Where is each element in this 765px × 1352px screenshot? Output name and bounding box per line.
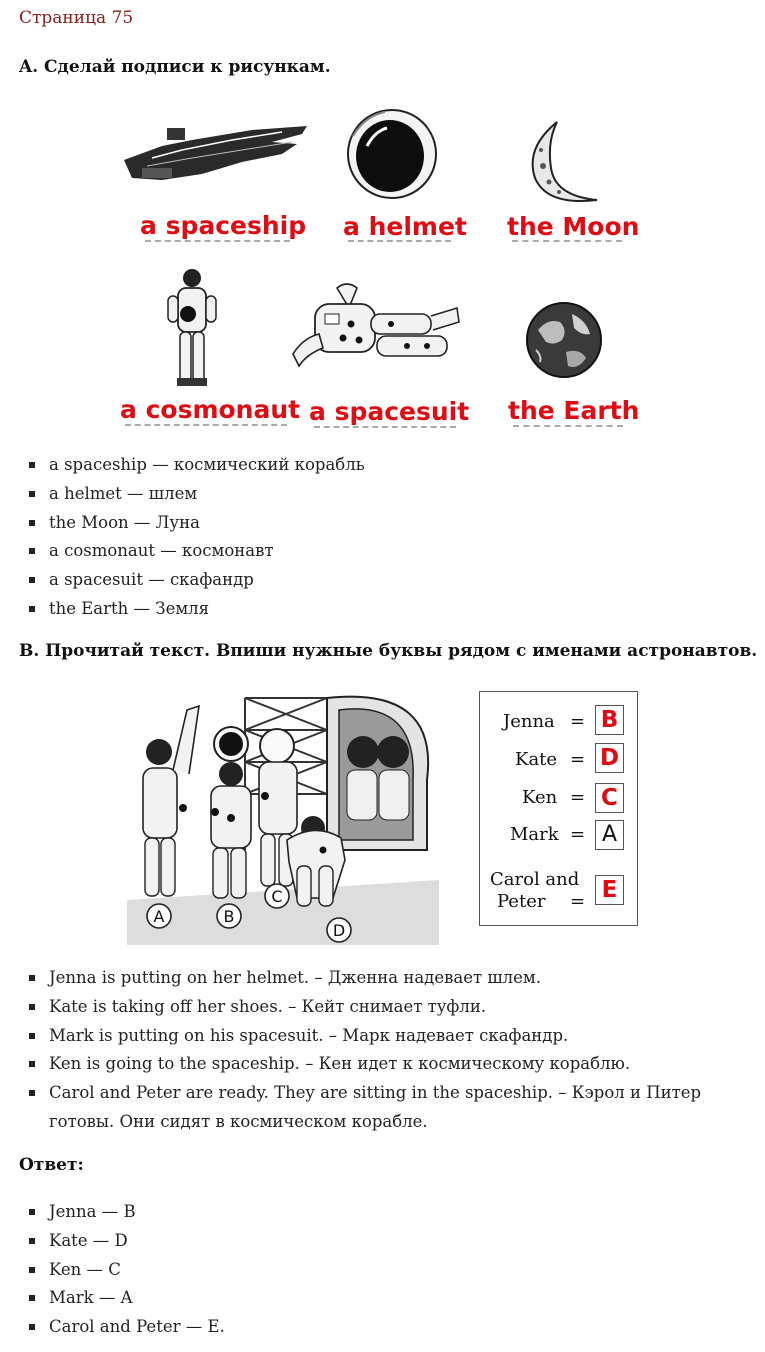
box-equals: = [570, 749, 586, 770]
figure-label-a: A [153, 907, 165, 926]
list-item: the Earth — Земля [19, 595, 749, 624]
list-item: Jenna is putting on her helmet. – Дженна надевает шлем. [19, 964, 749, 993]
helmet-illustration [345, 106, 440, 201]
caption-cosmonaut: a cosmonaut [120, 395, 301, 424]
sentences-list [19, 964, 749, 1137]
box-letter-kate: D [595, 743, 624, 773]
list-item: a cosmonaut — космонавт [19, 537, 749, 566]
list-item: Kate — D [19, 1227, 749, 1256]
list-item: Jenna — B [19, 1198, 749, 1227]
answer-list [19, 1198, 749, 1342]
box-letter-mark: A [595, 820, 624, 850]
box-letter-ken: C [595, 783, 624, 813]
caption-spacesuit: a spacesuit [309, 397, 470, 426]
box-equals: = [570, 711, 586, 732]
section-b-heading: B. Прочитай текст. Впиши нужные буквы рядом с именами астронавтов. [19, 641, 758, 661]
caption-underline [125, 424, 287, 426]
list-item: a helmet — шлем [19, 480, 749, 509]
cosmonaut-illustration [162, 266, 222, 388]
box-equals: = [570, 891, 586, 912]
box-letter-jenna: B [595, 705, 624, 735]
list-item: a spaceship — космический корабль [19, 451, 749, 480]
box-name-mark: Mark [510, 824, 559, 845]
box-name-carol-and: Carol and [490, 869, 580, 890]
list-item: the Moon — Луна [19, 509, 749, 538]
box-name-jenna: Jenna [503, 711, 555, 732]
box-equals: = [570, 787, 586, 808]
box-equals: = [570, 824, 586, 845]
list-item: Carol and Peter — E. [19, 1313, 749, 1342]
list-item: Ken — C [19, 1256, 749, 1285]
caption-underline [314, 426, 456, 428]
list-item: Mark — A [19, 1284, 749, 1313]
figure-label-c: C [271, 887, 283, 906]
box-name-peter: Peter [497, 891, 546, 912]
box-name-kate: Kate [515, 749, 558, 770]
caption-helmet: a helmet [343, 212, 467, 241]
spacesuit-illustration [287, 278, 465, 378]
caption-moon: the Moon [507, 212, 640, 241]
vocabulary-list [19, 451, 749, 624]
list-item: a spacesuit — скафандр [19, 566, 749, 595]
caption-underline [513, 425, 623, 427]
spaceship-illustration [122, 118, 312, 188]
caption-spaceship: a spaceship [140, 211, 307, 240]
section-a-heading: A. Сделай подписи к рисункам. [19, 57, 331, 77]
astronauts-scene-illustration [127, 690, 439, 945]
answer-heading: Ответ: [19, 1155, 84, 1175]
list-item: Carol and Peter are ready. They are sitting in the spaceship. – Кэрол и Питер готовы. Они сидят в космическом корабле. [19, 1079, 749, 1137]
moon-illustration [525, 118, 605, 208]
figure-label-b: B [223, 907, 235, 926]
caption-underline [348, 240, 451, 242]
names-answer-box [479, 691, 638, 926]
box-letter-carol-peter: E [595, 875, 624, 905]
caption-earth: the Earth [508, 396, 640, 425]
box-name-ken: Ken [522, 787, 558, 808]
caption-underline [512, 240, 622, 242]
list-item: Mark is putting on his spacesuit. – Марк надевает скафандр. [19, 1022, 749, 1051]
figure-label-d: D [332, 921, 346, 940]
caption-underline [145, 240, 290, 242]
list-item: Kate is taking off her shoes. – Кейт снимает туфли. [19, 993, 749, 1022]
page-number: Страница 75 [19, 8, 134, 28]
earth-illustration [524, 300, 604, 380]
list-item: Ken is going to the spaceship. – Кен идет к космическому кораблю. [19, 1050, 749, 1079]
